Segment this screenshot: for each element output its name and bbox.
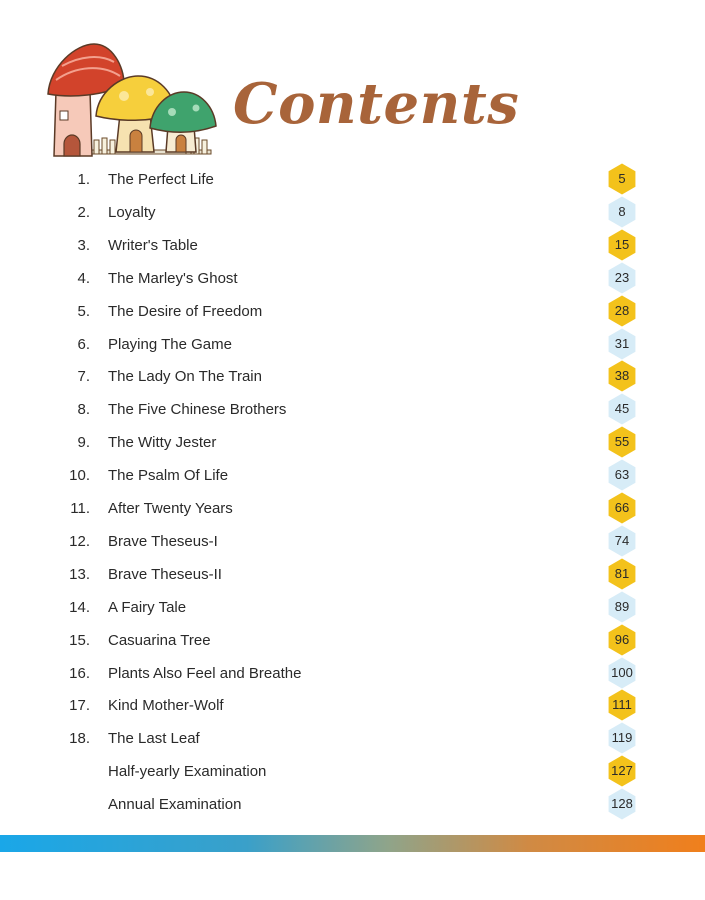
page-number: 45 (614, 401, 630, 417)
entry-title: Kind Mother-Wolf (108, 697, 224, 715)
page-number: 63 (614, 467, 630, 483)
page-number-badge (606, 591, 638, 623)
entry-title: Brave Theseus-I (108, 532, 218, 550)
entry-title: Casuarina Tree (108, 631, 211, 649)
page-number: 74 (614, 532, 630, 548)
page-number: 119 (611, 730, 633, 746)
toc-entry (0, 261, 705, 294)
page-number-badge (606, 689, 638, 721)
page-number-badge (606, 788, 638, 820)
page-number: 5 (618, 171, 626, 186)
entry-number: 5. (77, 302, 90, 320)
toc-entry (0, 327, 705, 360)
toc-entry (0, 623, 705, 656)
entry-title: The Five Chinese Brothers (108, 401, 287, 419)
entry-number: 16. (69, 664, 90, 682)
entry-title: The Last Leaf (108, 730, 200, 748)
toc-entry (0, 754, 705, 787)
entry-number: 13. (69, 565, 90, 583)
page-number: 128 (611, 796, 633, 812)
entry-title: Playing The Game (108, 335, 232, 353)
page-number-badge (606, 393, 638, 425)
toc-entry (0, 688, 705, 721)
page-number-badge (606, 558, 638, 590)
entry-title: Writer's Table (108, 236, 198, 254)
entry-number: 17. (69, 697, 90, 715)
page-title: Contents (233, 71, 520, 137)
entry-number: 11. (70, 500, 90, 517)
entry-number: 12. (69, 532, 90, 550)
toc-entry (0, 392, 705, 425)
toc-entry (0, 656, 705, 689)
mushroom-houses-illustration (46, 36, 221, 166)
toc-entry (0, 228, 705, 261)
page-number-badge (606, 360, 638, 392)
page-number: 28 (614, 302, 630, 318)
entry-number: 2. (77, 203, 90, 221)
toc-entry (0, 787, 705, 820)
page-number-badge (606, 459, 638, 491)
contents-header (46, 36, 520, 166)
entry-title: After Twenty Years (108, 500, 233, 517)
page-number: 38 (614, 368, 630, 384)
entry-title: The Witty Jester (108, 434, 217, 452)
entry-title: The Marley's Ghost (108, 269, 238, 287)
entry-title: The Perfect Life (108, 171, 214, 188)
entry-title: The Lady On The Train (108, 368, 262, 386)
toc-entry (0, 491, 705, 524)
entry-title: A Fairy Tale (108, 598, 187, 616)
entry-number: 4. (77, 269, 90, 287)
page-number-badge (606, 196, 638, 228)
entry-title: Annual Examination (108, 796, 242, 814)
entry-number: 3. (77, 236, 90, 254)
toc-entry (0, 294, 705, 327)
page-number-badge (606, 722, 638, 754)
entry-number: 6. (77, 335, 90, 353)
page-number-badge (606, 492, 638, 524)
page-number-badge (606, 755, 638, 787)
page-number: 8 (618, 203, 626, 219)
entry-number: 10. (69, 467, 90, 485)
entry-title: The Desire of Freedom (108, 302, 263, 320)
page-number: 81 (614, 565, 630, 581)
page-number-badge (606, 295, 638, 327)
entry-number: 15. (69, 631, 90, 649)
entry-number: 18. (69, 730, 90, 748)
toc-entry (0, 162, 705, 195)
toc-entry (0, 590, 705, 623)
entry-number: 8. (77, 401, 90, 419)
page-number-badge (606, 262, 638, 294)
page-number: 127 (611, 763, 633, 779)
page-number: 100 (611, 664, 633, 680)
page-number-badge (606, 657, 638, 689)
toc-entry (0, 359, 705, 392)
toc-entry (0, 195, 705, 228)
page-number-badge (606, 525, 638, 557)
page-number-badge (606, 624, 638, 656)
entry-number: 14. (69, 598, 90, 616)
entry-title: Loyalty (108, 203, 156, 221)
page-number-badge (606, 229, 638, 261)
entry-title: The Psalm Of Life (108, 467, 229, 485)
page-number: 96 (614, 631, 630, 647)
page-number: 55 (614, 434, 630, 450)
entry-number: 9. (77, 434, 90, 452)
toc-entry (0, 458, 705, 491)
toc-entry (0, 425, 705, 458)
toc-entry (0, 524, 705, 557)
footer-gradient-stripe (0, 835, 705, 852)
page-number-badge (606, 426, 638, 458)
entry-number: 1. (77, 171, 90, 188)
page-number: 23 (614, 269, 630, 285)
toc-entry (0, 721, 705, 754)
page-number-badge (606, 163, 638, 195)
entry-title: Brave Theseus-II (108, 565, 222, 583)
page-number: 66 (614, 500, 630, 515)
page-number: 15 (614, 236, 630, 252)
entry-title: Half-yearly Examination (108, 763, 267, 781)
page-number-badge (606, 328, 638, 360)
entry-number: 7. (77, 368, 90, 386)
entry-title: Plants Also Feel and Breathe (108, 664, 302, 682)
toc-entry (0, 557, 705, 590)
page-number: 89 (614, 598, 630, 614)
page-number: 111 (612, 697, 632, 713)
page-number: 31 (614, 335, 630, 351)
